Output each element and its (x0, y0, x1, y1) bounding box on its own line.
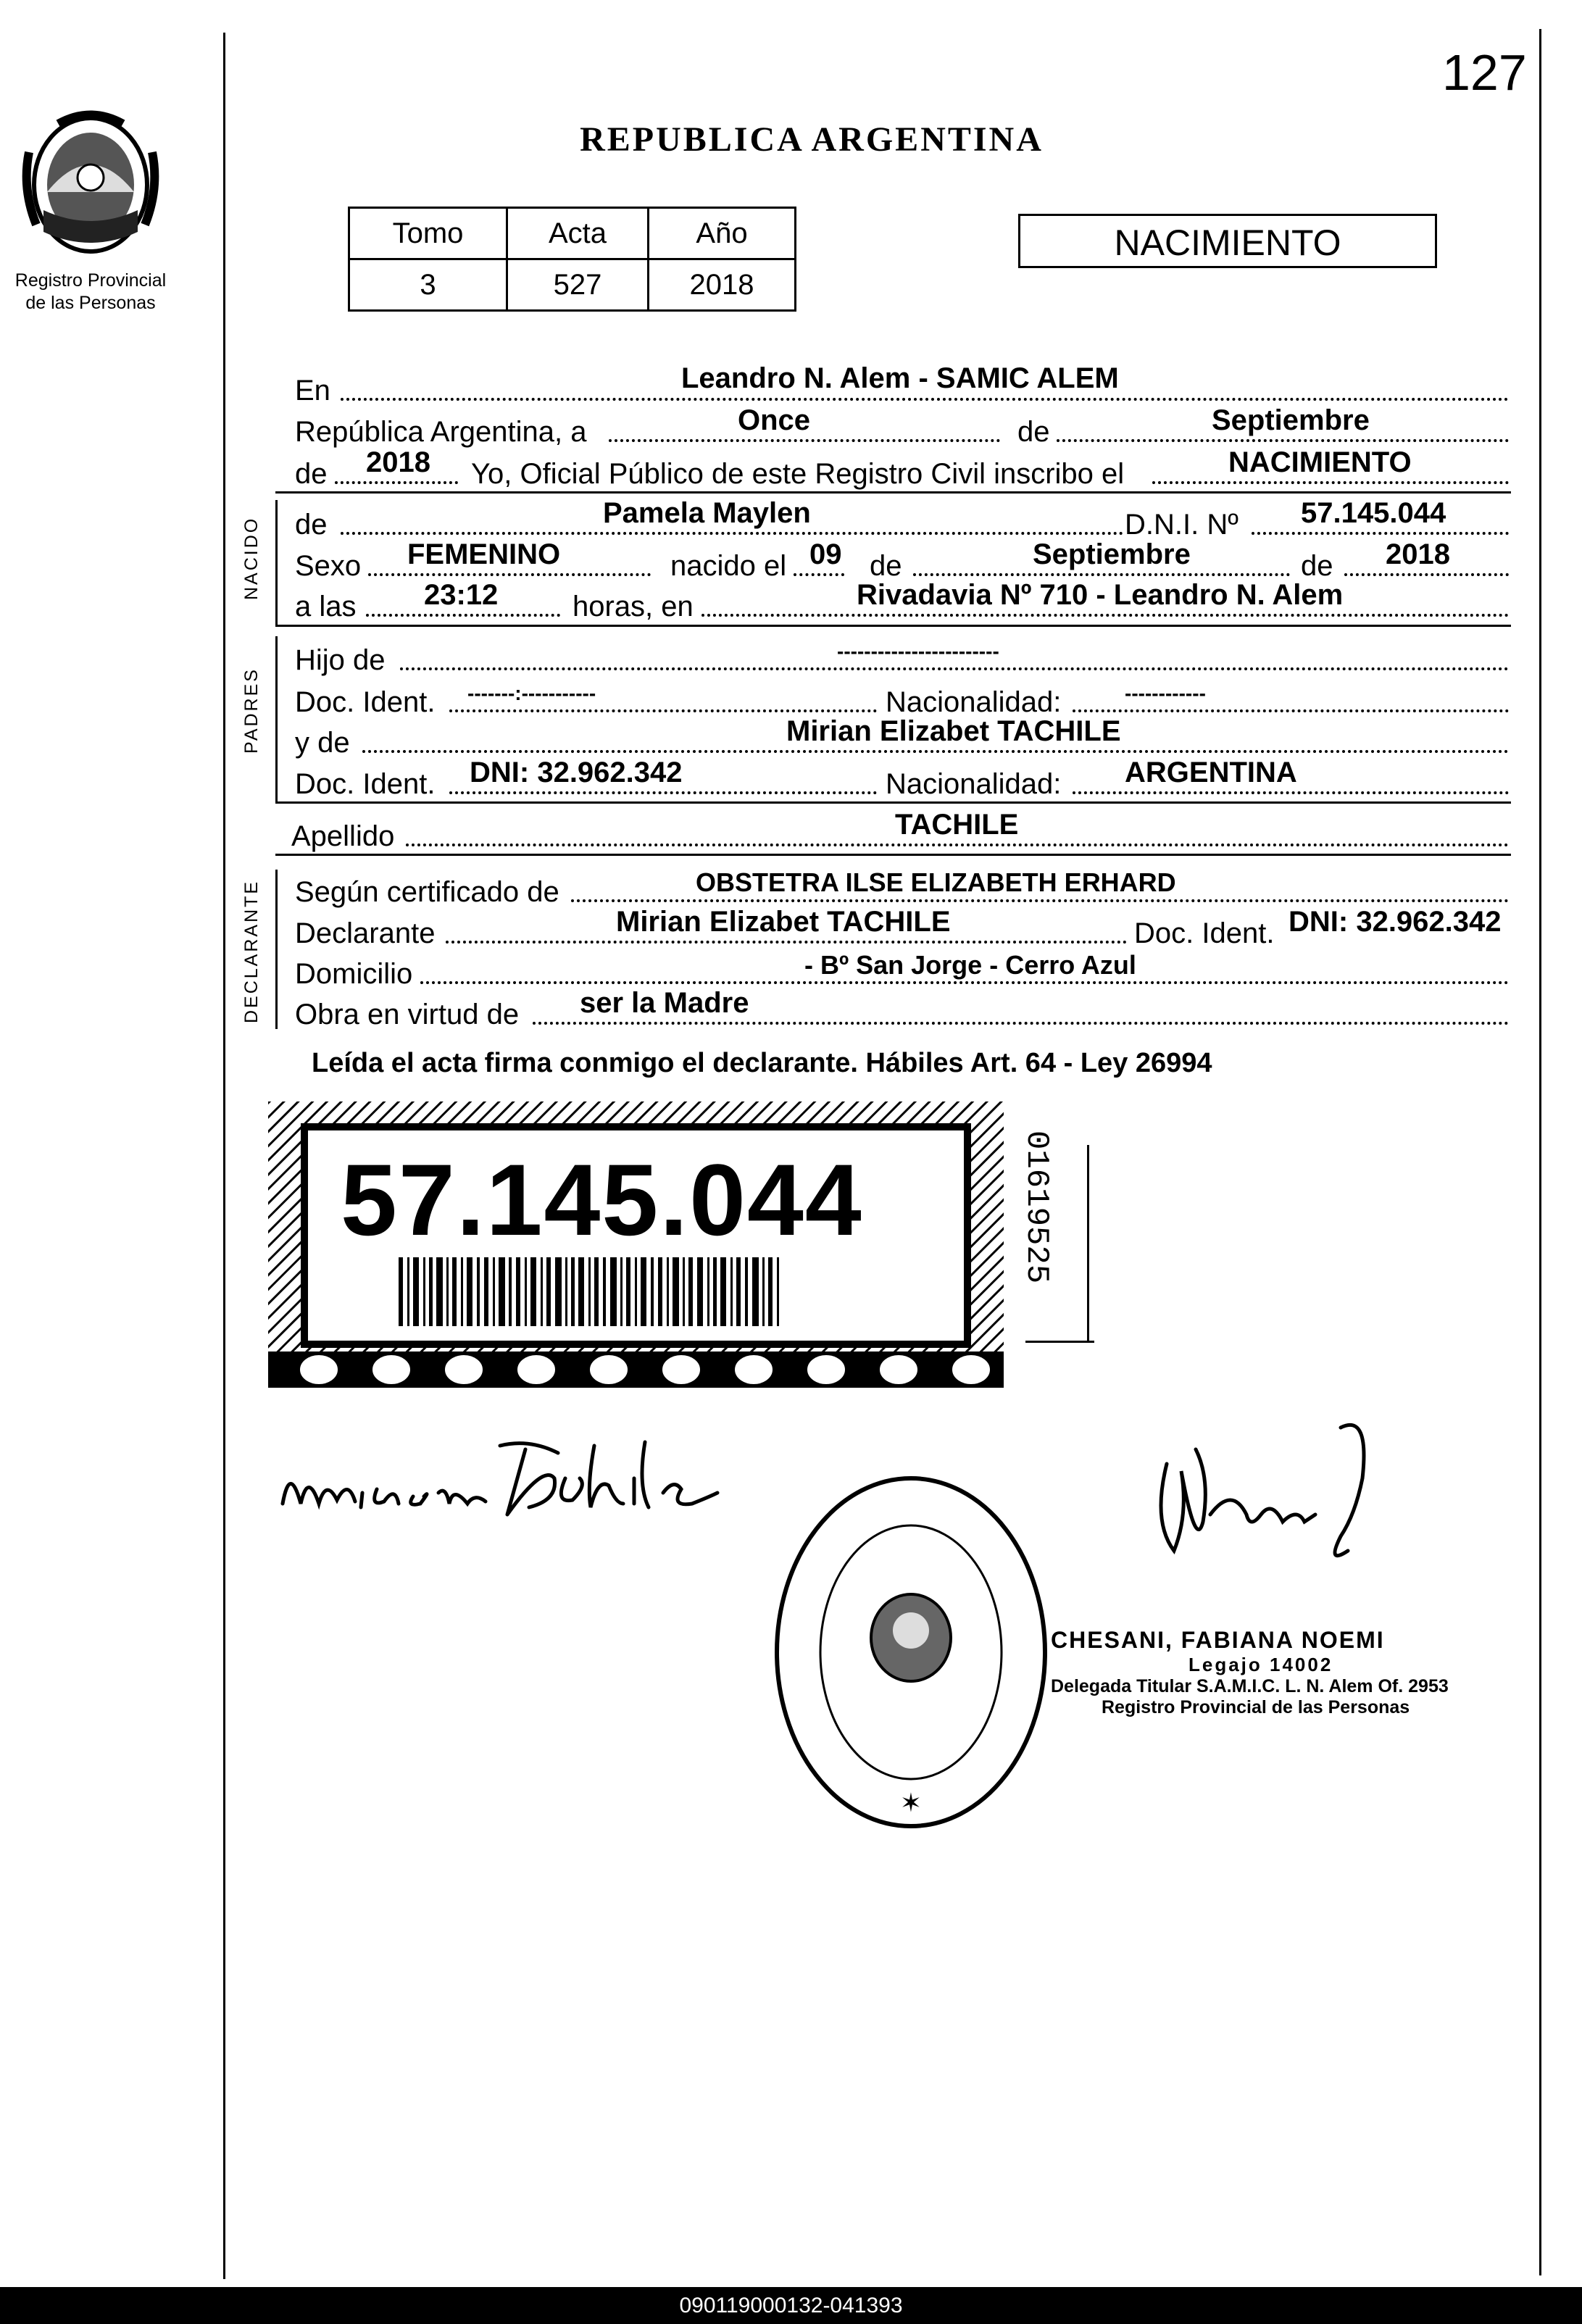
certificado-value: OBSTETRA ILSE ELIZABETH ERHARD (696, 867, 1176, 897)
registered-value: NACIMIENTO (1228, 446, 1412, 478)
obra-value: ser la Madre (580, 987, 749, 1019)
official-org: Registro Provincial de las Personas (1102, 1697, 1410, 1717)
declarante-name-value: Mirian Elizabet TACHILE (616, 906, 951, 938)
father-nat-value: ------------ (1125, 682, 1206, 704)
apellido-value: TACHILE (895, 809, 1019, 841)
official-role: Delegada Titular S.A.M.I.C. L. N. Alem Of. 2953 (1051, 1676, 1449, 1696)
child-dni-value: 57.145.044 (1301, 497, 1446, 529)
sexo-value: FEMENINO (407, 538, 561, 570)
dotted-line (1252, 532, 1509, 535)
declarante-label: Declarante (295, 917, 436, 949)
dotted-line (449, 709, 877, 712)
declarante-doc-value: DNI: 32.962.342 (1289, 906, 1502, 938)
birth-time-value: 23:12 (424, 579, 499, 611)
de-label: de (295, 458, 328, 490)
country-title: REPUBLICA ARGENTINA (580, 120, 1044, 159)
obra-label: Obra en virtud de (295, 999, 520, 1030)
section-divider (275, 491, 1511, 493)
stamp-side-line (1025, 1341, 1094, 1343)
dotted-line (571, 899, 1509, 902)
en-label: En (295, 375, 330, 407)
official-seal-icon (772, 1471, 1051, 1833)
document-control-code: 090119000132-041393 (0, 2287, 1582, 2324)
nacido-section-label: NACIDO (241, 516, 262, 600)
stamp-side-code (1018, 1130, 1080, 1304)
dotted-line (702, 614, 1509, 617)
provincia-misiones-emblem-icon (14, 109, 167, 261)
apellido-label: Apellido (291, 820, 395, 852)
right-margin-line (1539, 29, 1541, 2275)
dotted-line (1073, 791, 1509, 794)
footer-statement: Leída el acta firma conmigo el declarante. Hábiles Art. 64 - Ley 26994 (312, 1048, 1212, 1078)
de-label: de (870, 550, 902, 582)
father-doc-value: -------:----------- (467, 682, 596, 704)
republica-label: República Argentina, a (295, 416, 587, 448)
day-value: Once (738, 404, 811, 436)
dotted-line (1073, 709, 1509, 712)
dotted-line (794, 573, 844, 576)
padres-bracket (275, 636, 278, 801)
declarant-signature-icon (268, 1435, 725, 1536)
child-name-value: Pamela Maylen (603, 497, 811, 529)
tomo-header: Tomo (349, 208, 507, 259)
domicilio-value: - Bº San Jorge - Cerro Azul (804, 950, 1136, 980)
dotted-line (446, 941, 1127, 944)
nacionalidad-label: Nacionalidad: (886, 686, 1062, 718)
dotted-line (368, 573, 651, 576)
dotted-line (420, 981, 1509, 984)
de-label: de (1301, 550, 1333, 582)
nacido-bracket (275, 500, 278, 625)
dotted-line (1152, 481, 1509, 484)
sexo-label: Sexo (295, 550, 362, 582)
de-label: de (295, 509, 328, 541)
reference-table-value-row (349, 259, 796, 311)
dotted-line (449, 791, 877, 794)
official-legajo: Legajo 14002 (1188, 1654, 1333, 1675)
stamp-side-line (1087, 1145, 1089, 1341)
svg-text:✶: ✶ (899, 1788, 923, 1818)
dotted-line (362, 750, 1509, 753)
father-value: ------------------------ (837, 640, 999, 662)
statement-text: Yo, Oficial Público de este Registro Civil inscribo el (471, 458, 1125, 490)
dotted-line (1057, 439, 1509, 442)
dotted-line (400, 667, 1509, 670)
section-divider (275, 625, 1511, 627)
a-las-label: a las (295, 591, 357, 622)
dotted-line (341, 398, 1509, 401)
de-label: de (1017, 416, 1050, 448)
mother-value: Mirian Elizabet TACHILE (786, 715, 1121, 747)
dni-label: D.N.I. Nº (1125, 509, 1238, 541)
birth-day-value: 09 (809, 538, 842, 570)
doc-ident-label: Doc. Ident. (295, 686, 436, 718)
nacido-el-label: nacido el (670, 550, 787, 582)
mother-nat-value: ARGENTINA (1125, 757, 1297, 788)
doc-ident-label: Doc. Ident. (295, 768, 436, 800)
dotted-line (1344, 573, 1509, 576)
acta-value: 527 (507, 259, 649, 311)
domicilio-label: Domicilio (295, 958, 413, 990)
document-type-box: NACIMIENTO (1018, 214, 1437, 268)
anio-value: 2018 (649, 259, 796, 311)
section-divider (275, 854, 1511, 856)
birth-place-value: Rivadavia Nº 710 - Leandro N. Alem (857, 579, 1344, 611)
dotted-line (341, 532, 1123, 535)
official-stamp-text (1051, 1627, 1449, 1718)
acta-header: Acta (507, 208, 649, 259)
dotted-line (609, 439, 1000, 442)
horas-label: horas, en (573, 591, 694, 622)
doc-ident-label: Doc. Ident. (1134, 917, 1275, 949)
registry-label-line1: Registro Provincial (14, 270, 167, 291)
left-margin-line (223, 33, 225, 2279)
stamp-dni-number: 57.145.044 (341, 1143, 863, 1257)
month-value: Septiembre (1212, 404, 1370, 436)
birth-year-value: 2018 (1386, 538, 1450, 570)
declarante-bracket (275, 870, 278, 1029)
page-number: 127 (1442, 44, 1527, 101)
year-value: 2018 (366, 446, 430, 478)
padres-section-label: PADRES (241, 667, 262, 754)
dotted-line (913, 573, 1290, 576)
dotted-line (533, 1022, 1509, 1025)
anio-header: Año (649, 208, 796, 259)
section-divider (275, 801, 1511, 804)
mother-doc-value: DNI: 32.962.342 (470, 757, 683, 788)
place-value: Leandro N. Alem - SAMIC ALEM (681, 362, 1119, 394)
declarante-section-label: DECLARANTE (241, 879, 262, 1023)
y-de-label: y de (295, 727, 350, 759)
dotted-line (335, 481, 458, 484)
stamp-side-code-text: 01619525 (1018, 1130, 1054, 1284)
reference-table (348, 207, 796, 312)
nacionalidad-label: Nacionalidad: (886, 768, 1062, 800)
official-signature-icon (1123, 1406, 1399, 1594)
hijo-de-label: Hijo de (295, 644, 386, 676)
dotted-line (366, 614, 560, 617)
official-name: CHESANI, FABIANA NOEMI (1051, 1627, 1385, 1653)
tomo-value: 3 (349, 259, 507, 311)
registry-label (0, 270, 181, 315)
registry-label-line2: de las Personas (25, 293, 156, 313)
dotted-line (406, 844, 1509, 846)
reference-table-header-row (349, 208, 796, 259)
segun-certificado-label: Según certificado de (295, 876, 559, 908)
birth-month-value: Septiembre (1033, 538, 1191, 570)
